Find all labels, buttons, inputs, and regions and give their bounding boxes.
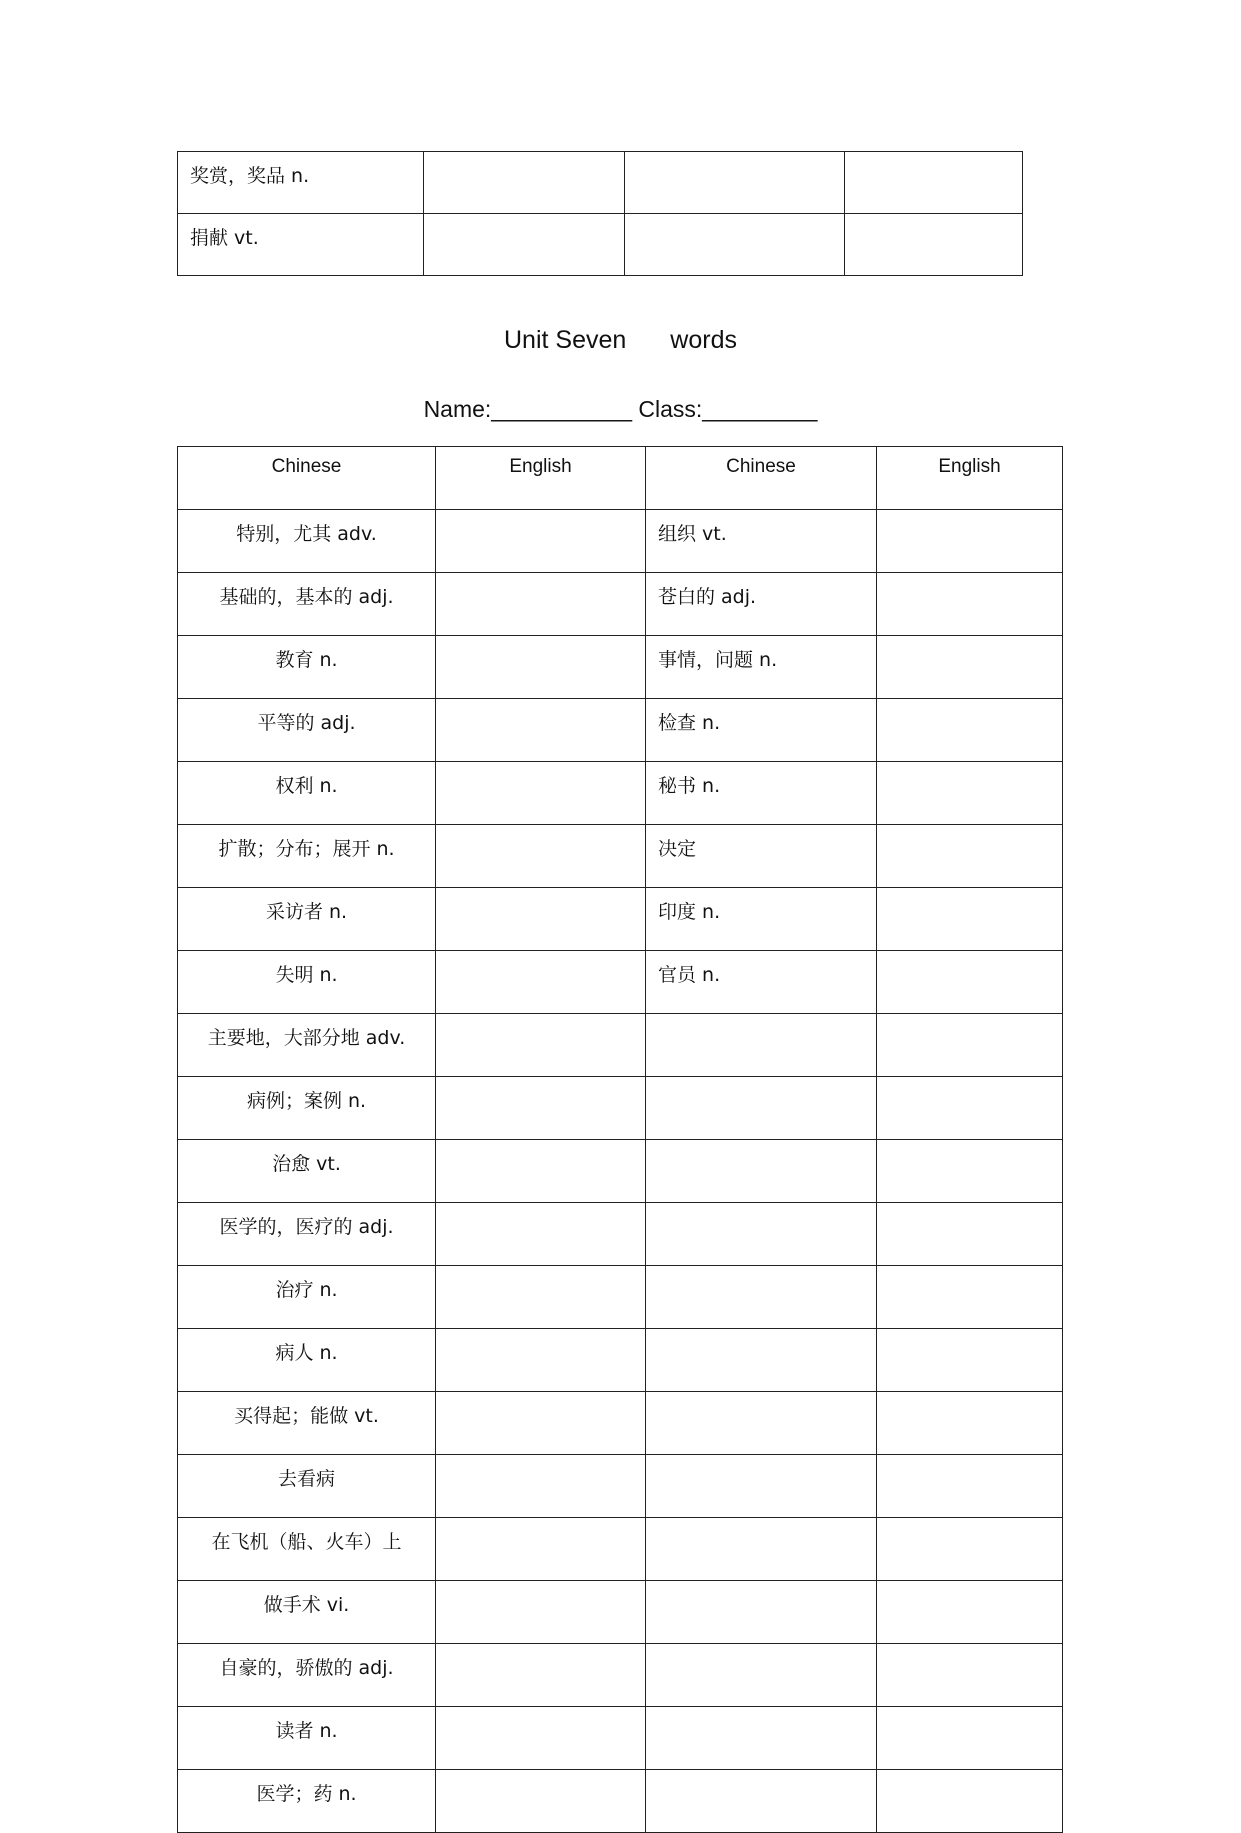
table-row xyxy=(178,152,1023,214)
chinese-cell-left: 读者 n. xyxy=(178,1707,436,1770)
chinese-cell: 捐献 vt. xyxy=(178,214,424,276)
vocabulary-table xyxy=(177,446,1063,1833)
chinese-cell-right xyxy=(646,1266,877,1329)
answer-cell[interactable] xyxy=(424,214,625,276)
english-answer-cell-right[interactable] xyxy=(877,1644,1063,1707)
chinese-cell-left: 基础的，基本的 adj. xyxy=(178,573,436,636)
english-answer-cell-left[interactable] xyxy=(436,1581,646,1644)
chinese-cell-left: 采访者 n. xyxy=(178,888,436,951)
chinese-cell-right xyxy=(646,1329,877,1392)
table-row xyxy=(178,1014,1063,1077)
english-answer-cell-right[interactable] xyxy=(877,1455,1063,1518)
chinese-cell-right xyxy=(646,1140,877,1203)
chinese-cell-right xyxy=(646,1203,877,1266)
chinese-cell-right: 决定 xyxy=(646,825,877,888)
english-answer-cell-left[interactable] xyxy=(436,510,646,573)
chinese-cell-left: 主要地，大部分地 adv. xyxy=(178,1014,436,1077)
table-row xyxy=(178,951,1063,1014)
english-answer-cell-left[interactable] xyxy=(436,699,646,762)
chinese-cell-left: 治愈 vt. xyxy=(178,1140,436,1203)
english-answer-cell-left[interactable] xyxy=(436,1644,646,1707)
unit-title-left: Unit Seven xyxy=(504,326,627,354)
english-answer-cell-left[interactable] xyxy=(436,636,646,699)
table-row xyxy=(178,636,1063,699)
english-answer-cell-left[interactable] xyxy=(436,825,646,888)
english-answer-cell-right[interactable] xyxy=(877,1203,1063,1266)
table-row xyxy=(178,762,1063,825)
chinese-cell: 奖赏，奖品 n. xyxy=(178,152,424,214)
chinese-cell-right: 秘书 n. xyxy=(646,762,877,825)
table-header-row xyxy=(178,447,1063,510)
chinese-cell-left: 医学的，医疗的 adj. xyxy=(178,1203,436,1266)
chinese-cell-left: 平等的 adj. xyxy=(178,699,436,762)
english-answer-cell-right[interactable] xyxy=(877,699,1063,762)
unit-title xyxy=(0,326,1241,355)
english-answer-cell-left[interactable] xyxy=(436,1014,646,1077)
english-answer-cell-right[interactable] xyxy=(877,951,1063,1014)
chinese-cell-left: 去看病 xyxy=(178,1455,436,1518)
chinese-cell-left: 买得起；能做 vt. xyxy=(178,1392,436,1455)
table-row xyxy=(178,825,1063,888)
table-row xyxy=(178,214,1023,276)
english-answer-cell-right[interactable] xyxy=(877,762,1063,825)
english-answer-cell-left[interactable] xyxy=(436,762,646,825)
table-row xyxy=(178,573,1063,636)
top-vocabulary-table xyxy=(177,151,1023,276)
header-english-2: English xyxy=(877,447,1063,510)
chinese-cell-left: 医学；药 n. xyxy=(178,1770,436,1833)
english-answer-cell-right[interactable] xyxy=(877,1140,1063,1203)
english-answer-cell-right[interactable] xyxy=(877,1770,1063,1833)
table-row xyxy=(178,1644,1063,1707)
english-answer-cell-right[interactable] xyxy=(877,636,1063,699)
chinese-cell-left: 做手术 vi. xyxy=(178,1581,436,1644)
answer-cell[interactable] xyxy=(625,214,845,276)
table-row xyxy=(178,510,1063,573)
chinese-cell-right: 苍白的 adj. xyxy=(646,573,877,636)
chinese-cell-right xyxy=(646,1644,877,1707)
english-answer-cell-right[interactable] xyxy=(877,1518,1063,1581)
answer-cell[interactable] xyxy=(845,152,1023,214)
table-row xyxy=(178,1518,1063,1581)
english-answer-cell-left[interactable] xyxy=(436,1707,646,1770)
table-row xyxy=(178,1266,1063,1329)
chinese-cell-right xyxy=(646,1707,877,1770)
chinese-cell-right xyxy=(646,1455,877,1518)
english-answer-cell-right[interactable] xyxy=(877,573,1063,636)
chinese-cell-left: 在飞机（船、火车）上 xyxy=(178,1518,436,1581)
chinese-cell-left: 权利 n. xyxy=(178,762,436,825)
table-row xyxy=(178,888,1063,951)
table-row xyxy=(178,1392,1063,1455)
table-row xyxy=(178,1455,1063,1518)
english-answer-cell-left[interactable] xyxy=(436,1329,646,1392)
table-row xyxy=(178,1707,1063,1770)
chinese-cell-left: 自豪的，骄傲的 adj. xyxy=(178,1644,436,1707)
english-answer-cell-left[interactable] xyxy=(436,951,646,1014)
english-answer-cell-left[interactable] xyxy=(436,1518,646,1581)
english-answer-cell-right[interactable] xyxy=(877,1266,1063,1329)
english-answer-cell-left[interactable] xyxy=(436,1203,646,1266)
chinese-cell-left: 失明 n. xyxy=(178,951,436,1014)
english-answer-cell-left[interactable] xyxy=(436,888,646,951)
english-answer-cell-left[interactable] xyxy=(436,1770,646,1833)
chinese-cell-right: 事情，问题 n. xyxy=(646,636,877,699)
english-answer-cell-right[interactable] xyxy=(877,1392,1063,1455)
table-row xyxy=(178,1077,1063,1140)
english-answer-cell-right[interactable] xyxy=(877,1707,1063,1770)
header-chinese-1: Chinese xyxy=(178,447,436,510)
table-row xyxy=(178,699,1063,762)
chinese-cell-right xyxy=(646,1392,877,1455)
chinese-cell-left: 病人 n. xyxy=(178,1329,436,1392)
chinese-cell-left: 教育 n. xyxy=(178,636,436,699)
english-answer-cell-right[interactable] xyxy=(877,1581,1063,1644)
english-answer-cell-left[interactable] xyxy=(436,1266,646,1329)
table-row xyxy=(178,1770,1063,1833)
english-answer-cell-left[interactable] xyxy=(436,1392,646,1455)
answer-cell[interactable] xyxy=(424,152,625,214)
english-answer-cell-left[interactable] xyxy=(436,573,646,636)
chinese-cell-right: 组织 vt. xyxy=(646,510,877,573)
chinese-cell-left: 病例；案例 n. xyxy=(178,1077,436,1140)
chinese-cell-left: 特别，尤其 adv. xyxy=(178,510,436,573)
chinese-cell-right xyxy=(646,1518,877,1581)
table-row xyxy=(178,1203,1063,1266)
english-answer-cell-right[interactable] xyxy=(877,1077,1063,1140)
chinese-cell-right: 印度 n. xyxy=(646,888,877,951)
table-row xyxy=(178,1581,1063,1644)
answer-cell[interactable] xyxy=(845,214,1023,276)
english-answer-cell-left[interactable] xyxy=(436,1140,646,1203)
english-answer-cell-right[interactable] xyxy=(877,825,1063,888)
english-answer-cell-right[interactable] xyxy=(877,888,1063,951)
english-answer-cell-left[interactable] xyxy=(436,1455,646,1518)
chinese-cell-right: 官员 n. xyxy=(646,951,877,1014)
unit-title-right: words xyxy=(670,326,737,354)
chinese-cell-left: 治疗 n. xyxy=(178,1266,436,1329)
header-english-1: English xyxy=(436,447,646,510)
english-answer-cell-right[interactable] xyxy=(877,1329,1063,1392)
english-answer-cell-left[interactable] xyxy=(436,1077,646,1140)
table-row xyxy=(178,1140,1063,1203)
header-chinese-2: Chinese xyxy=(646,447,877,510)
answer-cell[interactable] xyxy=(625,152,845,214)
name-class-line: Name:___________ Class:_________ xyxy=(423,396,818,422)
chinese-cell-right: 检查 n. xyxy=(646,699,877,762)
chinese-cell-right xyxy=(646,1014,877,1077)
english-answer-cell-right[interactable] xyxy=(877,1014,1063,1077)
chinese-cell-left: 扩散；分布；展开 n. xyxy=(178,825,436,888)
table-row xyxy=(178,1329,1063,1392)
chinese-cell-right xyxy=(646,1581,877,1644)
chinese-cell-right xyxy=(646,1077,877,1140)
chinese-cell-right xyxy=(646,1770,877,1833)
english-answer-cell-right[interactable] xyxy=(877,510,1063,573)
